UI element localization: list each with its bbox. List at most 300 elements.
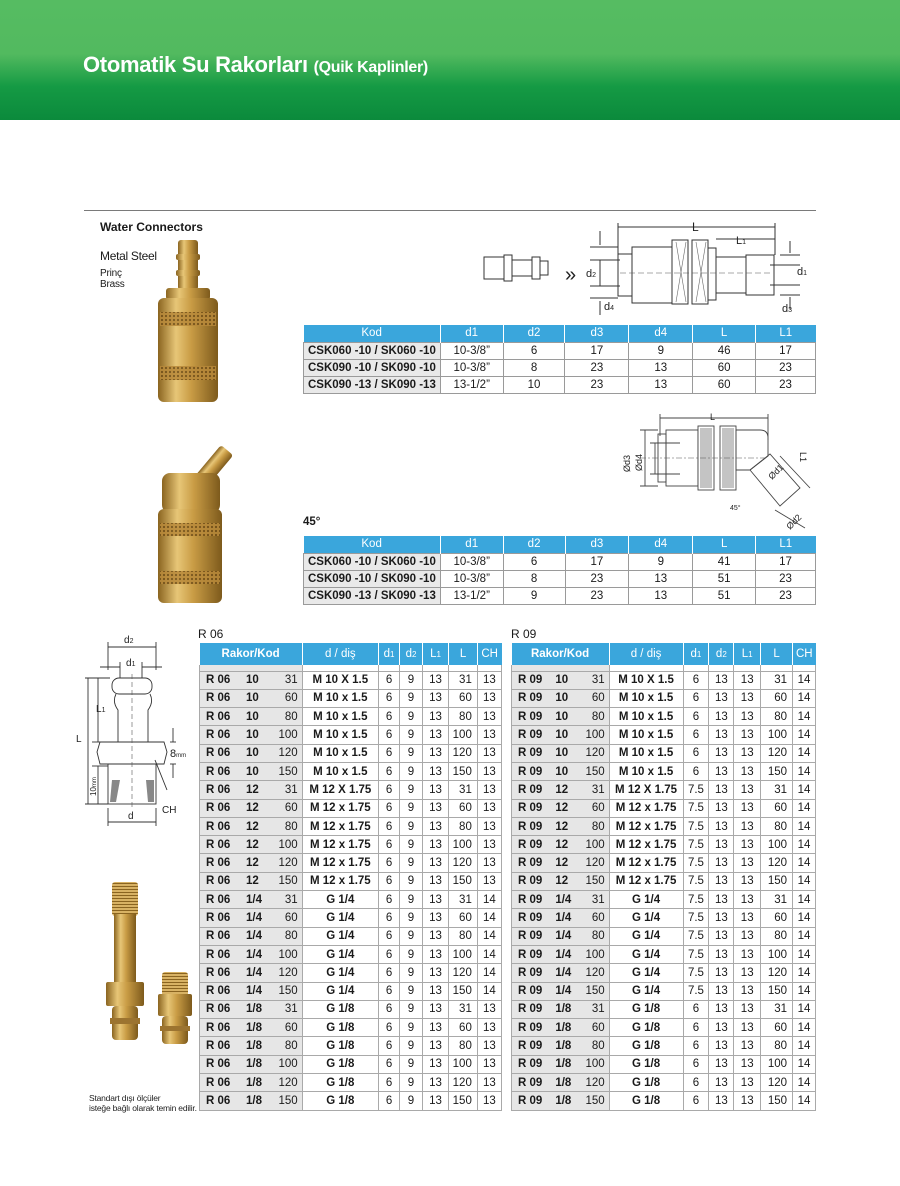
L-cell: 150 [449, 1092, 478, 1110]
L-cell: 60 [449, 689, 478, 707]
code-cell: CSK090 -10 / SK090 -10 [304, 570, 441, 587]
L-cell: 120 [449, 1074, 478, 1092]
L1-cell: 13 [422, 909, 448, 927]
value-cell: 23 [565, 570, 629, 587]
dim-d2-label-45: Ød2 [784, 512, 804, 532]
d2-cell: 13 [709, 708, 734, 726]
column-header-thread: d / diş [302, 643, 378, 665]
d2-cell: 13 [709, 689, 734, 707]
d2-cell: 9 [400, 1092, 423, 1110]
L1-cell: 13 [422, 1092, 448, 1110]
thread-cell: G 1/4 [302, 945, 378, 963]
L1-cell: 13 [734, 1000, 761, 1018]
column-header-L: L [761, 643, 793, 665]
thread-cell: M 12 x 1.75 [609, 854, 683, 872]
CH-cell: 14 [793, 1074, 816, 1092]
thread-cell: G 1/4 [609, 909, 683, 927]
value-cell: 23 [756, 359, 816, 376]
d2-cell: 9 [400, 1074, 423, 1092]
L1-cell: 13 [734, 854, 761, 872]
L1-cell: 13 [734, 708, 761, 726]
d2-cell: 13 [709, 1055, 734, 1073]
L1-cell: 13 [734, 982, 761, 1000]
length-code-cell: 100 [273, 1055, 302, 1073]
length-code-cell: 100 [273, 945, 302, 963]
table-row [512, 945, 816, 963]
series-cell: R 06 [200, 781, 244, 799]
length-code-cell: 100 [583, 836, 609, 854]
d2-cell: 9 [400, 854, 423, 872]
value-cell: 13 [629, 359, 693, 376]
dim-L-label: L [692, 220, 699, 234]
L-cell: 120 [449, 744, 478, 762]
thread-cell: G 1/4 [302, 909, 378, 927]
L1-cell: 13 [422, 1055, 448, 1073]
value-cell: 23 [756, 376, 816, 393]
L-cell: 80 [449, 817, 478, 835]
table-row [512, 927, 816, 945]
thread-cell: G 1/8 [609, 1019, 683, 1037]
d1-cell: 7.5 [683, 872, 709, 890]
length-code-cell: 100 [273, 836, 302, 854]
L-cell: 80 [761, 817, 793, 835]
d2-cell: 9 [400, 726, 423, 744]
d2-cell: 13 [709, 1019, 734, 1037]
length-code-cell: 120 [583, 854, 609, 872]
size-cell: 1/4 [553, 964, 583, 982]
table-row [200, 1074, 502, 1092]
size-cell: 1/4 [553, 945, 583, 963]
size-cell: 12 [553, 872, 583, 890]
column-header: d4 [629, 536, 693, 553]
d1-cell: 6 [378, 817, 399, 835]
L1-cell: 13 [422, 854, 448, 872]
column-header: L1 [756, 536, 816, 553]
value-cell: 41 [693, 553, 756, 570]
diagram-45-coupler [600, 408, 820, 533]
nipple-d2-label: d2 [124, 635, 134, 646]
d1-cell: 6 [378, 964, 399, 982]
length-code-cell: 80 [583, 708, 609, 726]
L-cell: 31 [761, 1000, 793, 1018]
size-cell: 12 [244, 854, 273, 872]
nipple-d-label: d [128, 811, 134, 822]
column-header-CH: CH [477, 643, 501, 665]
CH-cell: 14 [793, 708, 816, 726]
table-row [200, 836, 502, 854]
thread-cell: G 1/4 [609, 891, 683, 909]
d2-cell: 13 [709, 872, 734, 890]
d2-cell: 13 [709, 817, 734, 835]
size-cell: 1/8 [244, 1037, 273, 1055]
CH-cell: 14 [793, 872, 816, 890]
length-code-cell: 120 [583, 964, 609, 982]
L-cell: 100 [761, 836, 793, 854]
column-header: d3 [565, 325, 629, 342]
value-cell: 17 [756, 553, 816, 570]
spec-table-r09 [511, 643, 816, 1111]
size-cell: 1/4 [244, 927, 273, 945]
CH-cell: 14 [793, 671, 816, 689]
d1-cell: 6 [683, 671, 709, 689]
CH-cell: 14 [793, 927, 816, 945]
d1-cell: 7.5 [683, 854, 709, 872]
length-code-cell: 31 [273, 671, 302, 689]
value-cell: 23 [565, 359, 629, 376]
table-row [512, 964, 816, 982]
spec-table-45 [303, 536, 816, 605]
series-cell: R 06 [200, 945, 244, 963]
table-row [200, 982, 502, 1000]
size-cell: 10 [553, 744, 583, 762]
table-row [512, 1092, 816, 1110]
series-cell: R 09 [512, 799, 554, 817]
page-title-sub: (Quik Kaplinler) [313, 59, 428, 76]
value-cell: 17 [756, 342, 816, 359]
column-header: d3 [565, 536, 629, 553]
table-row [512, 781, 816, 799]
d1-cell: 6 [378, 799, 399, 817]
series-cell: R 09 [512, 854, 554, 872]
L1-cell: 13 [734, 872, 761, 890]
dim-d4-label: d4 [604, 301, 615, 313]
series-cell: R 09 [512, 671, 554, 689]
column-header: d4 [629, 325, 693, 342]
table-row [512, 1037, 816, 1055]
L1-cell: 13 [422, 708, 448, 726]
size-cell: 12 [244, 799, 273, 817]
L1-cell: 13 [422, 671, 448, 689]
size-cell: 12 [553, 799, 583, 817]
series-cell: R 09 [512, 1037, 554, 1055]
table-row [304, 570, 816, 587]
header-main: L [741, 648, 749, 660]
table-row [200, 744, 502, 762]
CH-cell: 13 [477, 1055, 501, 1073]
series-cell: R 06 [200, 744, 244, 762]
table-row [304, 376, 816, 393]
header-banner [0, 0, 900, 120]
size-cell: 10 [244, 689, 273, 707]
L-cell: 80 [761, 927, 793, 945]
table-row [200, 1055, 502, 1073]
column-header-d2 [709, 643, 734, 665]
L-cell: 80 [449, 708, 478, 726]
thread-cell: M 10 x 1.5 [302, 689, 378, 707]
thread-cell: G 1/8 [609, 1092, 683, 1110]
series-cell: R 09 [512, 762, 554, 780]
L-cell: 150 [449, 762, 478, 780]
L-cell: 60 [449, 1019, 478, 1037]
size-cell: 12 [553, 854, 583, 872]
value-cell: 17 [565, 342, 629, 359]
length-code-cell: 60 [583, 799, 609, 817]
CH-cell: 13 [477, 1037, 501, 1055]
value-cell: 51 [693, 587, 756, 604]
thread-cell: M 12 x 1.75 [302, 836, 378, 854]
d1-cell: 6 [378, 854, 399, 872]
thread-cell: G 1/8 [609, 1000, 683, 1018]
column-header: L [693, 536, 756, 553]
L1-cell: 13 [422, 964, 448, 982]
length-code-cell: 31 [273, 891, 302, 909]
table-row [512, 817, 816, 835]
value-cell: 6 [503, 553, 565, 570]
code-cell: CSK090 -13 / SK090 -13 [304, 376, 441, 393]
L1-cell: 13 [734, 1019, 761, 1037]
CH-cell: 13 [477, 744, 501, 762]
L-cell: 60 [761, 1019, 793, 1037]
table-row [200, 799, 502, 817]
table-row [200, 671, 502, 689]
d2-cell: 9 [400, 817, 423, 835]
d1-cell: 6 [683, 1000, 709, 1018]
series-cell: R 09 [512, 982, 554, 1000]
d1-cell: 6 [378, 872, 399, 890]
size-cell: 1/8 [244, 1074, 273, 1092]
L1-cell: 13 [422, 799, 448, 817]
L-cell: 31 [761, 781, 793, 799]
d2-cell: 9 [400, 872, 423, 890]
CH-cell: 13 [477, 1074, 501, 1092]
dim-L1-label: L1 [736, 235, 747, 247]
CH-cell: 14 [793, 909, 816, 927]
size-cell: 10 [244, 744, 273, 762]
CH-cell: 14 [477, 964, 501, 982]
series-cell: R 09 [512, 726, 554, 744]
length-code-cell: 150 [583, 982, 609, 1000]
d1-cell: 6 [378, 927, 399, 945]
length-code-cell: 31 [583, 1000, 609, 1018]
value-cell: 46 [693, 342, 756, 359]
L-cell: 120 [761, 744, 793, 762]
thread-cell: G 1/4 [609, 927, 683, 945]
length-code-cell: 100 [273, 726, 302, 744]
size-cell: 10 [244, 708, 273, 726]
d2-cell: 13 [709, 781, 734, 799]
L-cell: 31 [449, 671, 478, 689]
L1-cell: 13 [422, 781, 448, 799]
series-cell: R 06 [200, 799, 244, 817]
table-row [512, 1019, 816, 1037]
length-code-cell: 150 [273, 872, 302, 890]
L1-cell: 13 [734, 1037, 761, 1055]
length-code-cell: 80 [273, 708, 302, 726]
thread-cell: M 12 x 1.75 [609, 872, 683, 890]
CH-cell: 14 [793, 1092, 816, 1110]
nipple-L1-label: L1 [96, 704, 106, 715]
d2-cell: 9 [400, 964, 423, 982]
length-code-cell: 80 [583, 1037, 609, 1055]
L1-cell: 13 [422, 762, 448, 780]
table-row [200, 1092, 502, 1110]
thread-cell: M 12 x 1.75 [302, 872, 378, 890]
length-code-cell: 31 [583, 671, 609, 689]
thread-cell: G 1/8 [302, 1092, 378, 1110]
column-header-L1 [422, 643, 448, 665]
length-code-cell: 100 [583, 726, 609, 744]
size-cell: 1/4 [553, 982, 583, 1000]
column-header: d1 [440, 536, 503, 553]
table-row [512, 1074, 816, 1092]
L-cell: 100 [761, 945, 793, 963]
d1-cell: 6 [683, 762, 709, 780]
d1-cell: 6 [378, 762, 399, 780]
L1-cell: 13 [734, 1055, 761, 1073]
CH-cell: 13 [477, 1092, 501, 1110]
thread-cell: M 10 x 1.5 [302, 726, 378, 744]
length-code-cell: 80 [273, 927, 302, 945]
table-r06-label: R 06 [198, 627, 224, 641]
value-cell: 9 [629, 342, 693, 359]
thread-cell: G 1/4 [609, 982, 683, 1000]
material-en: Brass [100, 279, 125, 290]
dim-d3-label: d3 [782, 303, 793, 315]
table-row [200, 1037, 502, 1055]
table-row [200, 1019, 502, 1037]
L1-cell: 13 [422, 872, 448, 890]
size-cell: 1/4 [244, 891, 273, 909]
value-cell: 23 [565, 376, 629, 393]
L-cell: 120 [449, 854, 478, 872]
d2-cell: 13 [709, 1092, 734, 1110]
table-row [512, 799, 816, 817]
L-cell: 60 [449, 799, 478, 817]
thread-cell: M 12 x 1.75 [302, 817, 378, 835]
nipple-depth-label: 10mm [89, 777, 98, 796]
column-header-d1 [378, 643, 399, 665]
product-photo-straight-coupler [148, 238, 228, 408]
size-cell: 1/4 [244, 945, 273, 963]
CH-cell: 14 [793, 799, 816, 817]
d2-cell: 13 [709, 982, 734, 1000]
length-code-cell: 150 [583, 762, 609, 780]
d1-cell: 6 [378, 909, 399, 927]
length-code-cell: 150 [583, 1092, 609, 1110]
spec-table-straight [303, 325, 816, 394]
section-divider [84, 210, 816, 211]
thread-cell: G 1/8 [609, 1055, 683, 1073]
CH-cell: 14 [477, 927, 501, 945]
dim-d1-label-45: Ød1 [766, 462, 786, 482]
series-cell: R 09 [512, 891, 554, 909]
d2-cell: 9 [400, 836, 423, 854]
d2-cell: 9 [400, 671, 423, 689]
length-code-cell: 60 [273, 909, 302, 927]
series-cell: R 06 [200, 689, 244, 707]
size-cell: 10 [244, 726, 273, 744]
footnote-line-1: Standart dışı ölçüler [89, 1093, 161, 1103]
CH-cell: 13 [477, 836, 501, 854]
footnote-line-2: isteğe bağlı olarak temin edilir. [89, 1103, 197, 1113]
table-r09-label: R 09 [511, 627, 537, 641]
d2-cell: 9 [400, 1055, 423, 1073]
series-cell: R 06 [200, 671, 244, 689]
size-cell: 10 [553, 726, 583, 744]
CH-cell: 14 [477, 909, 501, 927]
size-cell: 1/8 [553, 1074, 583, 1092]
d2-cell: 9 [400, 1000, 423, 1018]
thread-cell: G 1/8 [302, 1000, 378, 1018]
series-cell: R 09 [512, 964, 554, 982]
thread-cell: M 10 x 1.5 [302, 762, 378, 780]
section-title: Water Connectors [100, 220, 203, 234]
series-cell: R 06 [200, 817, 244, 835]
diagram-straight-coupler [470, 215, 820, 320]
column-header: L1 [756, 325, 816, 342]
table-row [200, 817, 502, 835]
thread-cell: M 12 x 1.75 [609, 799, 683, 817]
L1-cell: 13 [422, 1074, 448, 1092]
d1-cell: 7.5 [683, 799, 709, 817]
size-cell: 1/8 [244, 1055, 273, 1073]
CH-cell: 14 [477, 891, 501, 909]
length-code-cell: 120 [273, 744, 302, 762]
header-main: d [405, 648, 412, 660]
d1-cell: 6 [683, 1074, 709, 1092]
code-cell: CSK090 -10 / SK090 -10 [304, 359, 441, 376]
d1-cell: 6 [683, 1092, 709, 1110]
L-cell: 80 [449, 927, 478, 945]
L1-cell: 13 [422, 1019, 448, 1037]
diagram-nipple [70, 630, 200, 830]
length-code-cell: 60 [583, 689, 609, 707]
value-cell: 10 [503, 376, 565, 393]
dim-L1-label-45: L1 [798, 452, 808, 463]
length-code-cell: 60 [583, 1019, 609, 1037]
series-cell: R 09 [512, 945, 554, 963]
L-cell: 150 [449, 982, 478, 1000]
d2-cell: 13 [709, 964, 734, 982]
L1-cell: 13 [734, 762, 761, 780]
CH-cell: 13 [477, 1019, 501, 1037]
dim-L-label-45: L [710, 412, 716, 422]
value-cell: 60 [693, 376, 756, 393]
size-cell: 1/4 [244, 909, 273, 927]
table-row [512, 872, 816, 890]
table-row [512, 836, 816, 854]
column-header: d1 [440, 325, 503, 342]
CH-cell: 13 [477, 872, 501, 890]
nipple-CH-label: CH [162, 805, 177, 816]
size-cell: 10 [553, 762, 583, 780]
value-cell: 13 [629, 570, 693, 587]
L1-cell: 13 [422, 945, 448, 963]
nipple-L-label: L [76, 734, 82, 745]
size-cell: 12 [244, 836, 273, 854]
table-row [512, 1055, 816, 1073]
table-row [200, 689, 502, 707]
L-cell: 31 [761, 671, 793, 689]
series-cell: R 09 [512, 1074, 554, 1092]
d2-cell: 13 [709, 799, 734, 817]
CH-cell: 14 [793, 1037, 816, 1055]
d2-cell: 13 [709, 1037, 734, 1055]
d2-cell: 9 [400, 799, 423, 817]
dim-d4-label-45: Ød4 [634, 453, 644, 471]
L-cell: 31 [449, 1000, 478, 1018]
d2-cell: 9 [400, 744, 423, 762]
thread-cell: M 12 X 1.75 [609, 781, 683, 799]
size-cell: 1/8 [553, 1037, 583, 1055]
nipple-hex-label: 8mm [170, 748, 187, 760]
L-cell: 120 [449, 964, 478, 982]
series-cell: R 06 [200, 1037, 244, 1055]
d2-cell: 13 [709, 927, 734, 945]
L-cell: 100 [449, 726, 478, 744]
table-row [200, 781, 502, 799]
table-row [200, 909, 502, 927]
